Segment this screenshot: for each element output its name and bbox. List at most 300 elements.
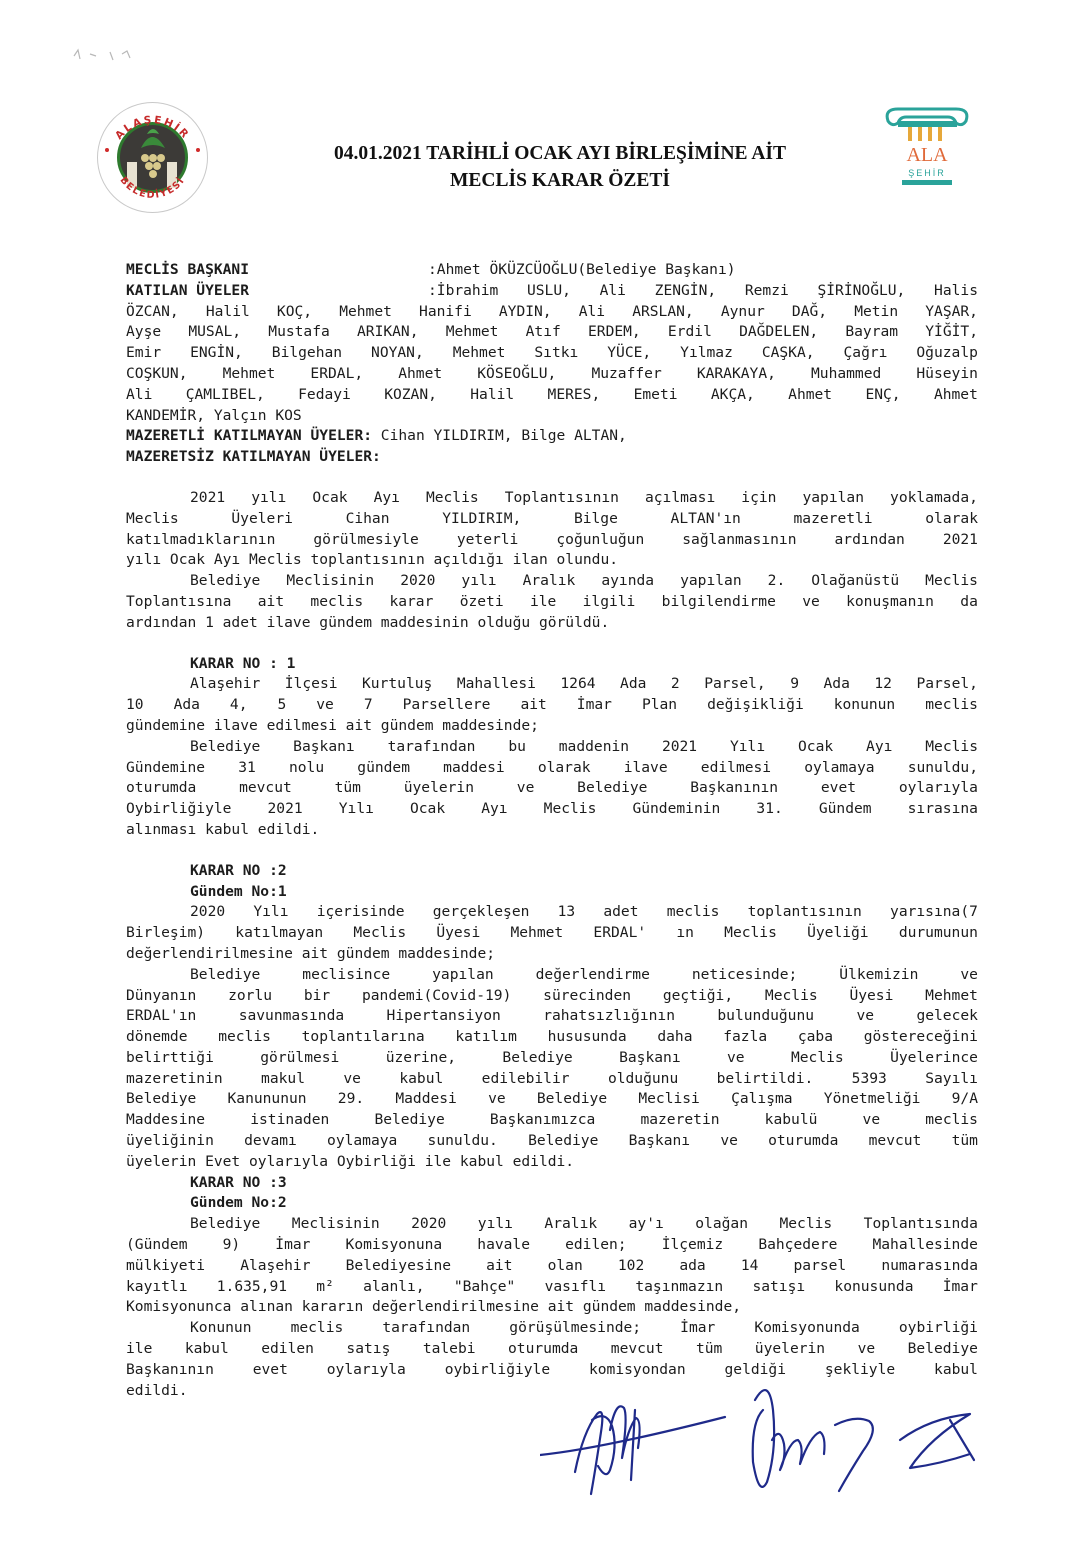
word: Ali	[599, 281, 626, 299]
decision-line	[126, 902, 978, 923]
word: konusunda	[834, 1277, 914, 1295]
word: ve	[488, 1090, 506, 1108]
word: İlçesi	[284, 675, 338, 693]
word: maddenin	[558, 737, 630, 755]
word: değişikliği	[707, 696, 804, 714]
word: Başkanının	[690, 779, 779, 797]
decision-2-body	[126, 902, 978, 1172]
word: Bilgehan	[271, 344, 343, 362]
word: Yılmaz	[680, 344, 733, 362]
word: Halis	[934, 281, 978, 299]
word: istinaden	[250, 1111, 330, 1129]
document-title	[260, 140, 860, 194]
opening-p2-first	[126, 571, 978, 592]
word: neticesinde;	[691, 965, 798, 983]
opening-p1-lines	[126, 488, 978, 550]
word: mevcut	[610, 1340, 664, 1358]
word: makul	[261, 1069, 305, 1087]
word: Konunun	[190, 1319, 252, 1337]
word: kabul	[184, 1340, 229, 1358]
members-list	[126, 302, 978, 406]
word: Başkanının	[126, 1360, 214, 1378]
word: katılmayan	[235, 924, 324, 942]
decision-line	[126, 1131, 978, 1152]
word: 5393	[851, 1069, 887, 1087]
word: Olağanüstü	[811, 572, 900, 590]
word: parsel	[793, 1256, 847, 1274]
word: açılması	[644, 488, 716, 506]
word: İmar	[942, 1277, 978, 1295]
word: AYDIN,	[498, 302, 552, 320]
word: yarısına(7	[890, 903, 978, 921]
members-line	[126, 322, 978, 343]
word: oturumda	[508, 1340, 579, 1358]
word: Emeti	[633, 385, 678, 403]
word: Kanununun	[227, 1090, 307, 1108]
members-first-line	[428, 281, 978, 302]
word: Belediye	[126, 1090, 197, 1108]
word: "Bahçe"	[453, 1277, 516, 1295]
word: edilebilir	[481, 1069, 570, 1087]
word: Üyesi	[849, 986, 894, 1004]
word: ilave	[623, 758, 668, 776]
word: Alaşehir	[240, 1256, 311, 1274]
word: ayında	[601, 572, 655, 590]
word: Yönetmeliği	[823, 1090, 921, 1108]
word: oybirliğiyle	[444, 1360, 551, 1378]
word: Aynur	[720, 302, 765, 320]
word: Üyesi	[436, 924, 481, 942]
word: Mehmet	[925, 986, 978, 1004]
word: ve	[960, 965, 978, 983]
word: Hanifi	[419, 302, 472, 320]
word: Muhammed	[811, 364, 882, 382]
word: Ali	[126, 385, 153, 403]
decision-line	[126, 1214, 978, 1235]
word: 2021	[661, 737, 698, 755]
word: 2020	[190, 903, 226, 921]
decision-line: değerlendirilmesine ait gündem maddesinde;	[126, 944, 496, 962]
word: Ayı	[481, 800, 508, 818]
word: Meclis	[764, 986, 818, 1004]
word: mevcut	[868, 1132, 922, 1150]
word: mazeretinin	[126, 1069, 223, 1087]
word: sunuldu.	[427, 1132, 498, 1150]
excused-value: Cihan YILDIRIM, Bilge ALTAN,	[372, 427, 627, 445]
president-label: MECLİS BAŞKANI	[126, 261, 250, 278]
word: yoklamada,	[890, 488, 978, 506]
word: 29.	[337, 1090, 365, 1108]
word: Başkanı	[293, 737, 355, 755]
word: 10	[126, 696, 144, 714]
word: 5	[277, 696, 287, 714]
members-last-line: KANDEMİR, Yalçın KOS	[126, 406, 302, 424]
word: ile	[529, 592, 557, 610]
word: 2021	[942, 530, 978, 548]
opening-paragraph-2	[126, 571, 978, 633]
decision-line: alınması kabul edildi.	[126, 820, 320, 838]
word: Başkanımızca	[489, 1111, 596, 1129]
word: KOÇ,	[276, 302, 313, 320]
members-row	[126, 281, 978, 302]
word: YİĞİT,	[925, 323, 978, 341]
word: ve	[802, 592, 820, 610]
word: Parsellere	[402, 696, 491, 714]
word: konuşmanın	[846, 592, 934, 610]
word: satışı	[752, 1277, 806, 1295]
word: Komisyonunda	[754, 1319, 860, 1337]
word: Ada	[823, 675, 850, 693]
word: :İbrahim	[428, 281, 499, 299]
word: Halil	[470, 385, 515, 403]
word: Maddesi	[395, 1090, 457, 1108]
word: bir	[303, 986, 331, 1004]
members-line	[126, 364, 978, 385]
word: 4,	[229, 696, 248, 714]
word: YÜCE,	[607, 344, 652, 362]
word: çoğunluğun	[556, 530, 645, 548]
word: Mehmet	[222, 364, 276, 382]
word: alanlı,	[363, 1277, 425, 1295]
word: Yılı	[729, 737, 766, 755]
members-line	[126, 343, 978, 364]
word: ERDEM,	[588, 323, 641, 341]
word: MERES,	[547, 385, 601, 403]
word: Ocak	[798, 737, 834, 755]
opening-p1-line	[126, 509, 978, 530]
word: komisyondan	[588, 1360, 686, 1378]
word: 102	[617, 1256, 645, 1274]
word: Belediye	[190, 737, 261, 755]
word: Aralık	[522, 572, 576, 590]
word: İmar	[275, 1236, 311, 1254]
word: hususunda	[547, 1028, 627, 1046]
word: pandemi(Covid-19)	[361, 986, 512, 1004]
word: 2021	[267, 800, 303, 818]
word: talebi	[422, 1340, 476, 1358]
word: Bilge	[573, 509, 618, 527]
word: COŞKUN,	[126, 364, 188, 382]
word: meclisince	[302, 965, 391, 983]
word: Meclis	[779, 1215, 833, 1233]
word: evet	[820, 779, 857, 797]
word: meclis	[310, 592, 364, 610]
word: ardından	[834, 530, 905, 548]
word: USLU,	[526, 281, 571, 299]
word: numarasında	[881, 1256, 978, 1274]
decision-line	[126, 1256, 978, 1277]
word: geçtiği,	[662, 986, 734, 1004]
word: Kurtuluş	[362, 675, 433, 693]
opening-p1-line	[126, 530, 978, 551]
word: ERDAL'	[593, 924, 647, 942]
word: ENGİN,	[190, 344, 243, 362]
word: ZENGİN,	[654, 281, 717, 299]
decision-line	[126, 799, 978, 820]
word: yapılan	[802, 488, 864, 506]
word: yapılan	[432, 965, 494, 983]
word: KÖSEOĞLU,	[477, 364, 557, 382]
word: gündem	[357, 758, 410, 776]
decision-line	[126, 1027, 978, 1048]
decision-line	[126, 758, 978, 779]
word: olarak	[925, 509, 978, 527]
word: ERDAL,	[310, 364, 364, 382]
opening-p2-last: ardından 1 adet ilave gündem maddesinin olduğu görüldü.	[126, 613, 610, 631]
word: fazla	[723, 1028, 768, 1046]
word: sürecinden	[543, 986, 632, 1004]
word: Ayşe	[126, 323, 162, 341]
word: tarafından	[382, 1319, 471, 1337]
word: Üyeliği	[807, 924, 869, 942]
word: yeterli	[456, 530, 519, 548]
opening-paragraph-1	[126, 488, 978, 571]
title-line-2: MECLİS KARAR ÖZETİ	[450, 170, 670, 191]
word: ve	[857, 1340, 876, 1358]
word: Gündem	[818, 800, 872, 818]
word: mevcut	[239, 779, 292, 797]
word: devamı	[244, 1132, 297, 1150]
word: meclis	[925, 696, 978, 714]
word: Parsel,	[916, 675, 978, 693]
word: Mahallesi	[456, 675, 536, 693]
word: Bahçedere	[758, 1236, 838, 1254]
word: Belediye	[374, 1111, 445, 1129]
word: mülkiyeti	[126, 1256, 206, 1274]
word: Meclis	[353, 924, 407, 942]
document-body	[126, 260, 978, 1401]
word: belirttiği	[126, 1048, 214, 1066]
decision-line	[126, 1069, 978, 1090]
word: oturumda	[126, 779, 197, 797]
word: adet	[603, 903, 639, 921]
word: tüm	[695, 1340, 723, 1358]
word: Meclis	[425, 488, 479, 506]
decision-line: üyelerin Evet oylarıyla Oybirliği ile kabul edildi.	[126, 1152, 575, 1170]
title-line-1: 04.01.2021 TARİHLİ OCAK AYI BİRLEŞİMİNE AİT	[333, 143, 787, 164]
word: üyelerin	[403, 779, 475, 797]
word: gerçekleşen	[432, 903, 530, 921]
decision-line	[126, 695, 978, 716]
word: Remzi	[744, 281, 789, 299]
decision-line	[126, 1006, 978, 1027]
word: tarafından	[387, 737, 476, 755]
word: edilmesi	[700, 758, 772, 776]
word: ada	[679, 1256, 706, 1274]
word: Meclisinin	[286, 572, 375, 590]
word: ve	[862, 1111, 881, 1129]
decision-line	[126, 1360, 978, 1381]
word: Muzaffer	[591, 364, 662, 382]
word: Belediye	[502, 1048, 573, 1066]
word: ARIKAN,	[357, 323, 419, 341]
decision-line	[126, 674, 978, 695]
decision-1-body	[126, 674, 978, 840]
members-label: KATILAN ÜYELER	[126, 281, 250, 299]
word: Meclis	[724, 924, 777, 942]
opening-p1-last: yılı Ocak Ayı Meclis toplantısının açıldığı ilan olundu.	[126, 551, 619, 569]
word: Belediye	[190, 1215, 261, 1233]
word: meclis	[666, 903, 720, 921]
word: ay'ı	[628, 1215, 664, 1233]
word: Maddesine	[126, 1111, 206, 1129]
decision-line	[126, 1235, 978, 1256]
word: konunun	[833, 696, 896, 714]
word: KOZAN,	[384, 385, 437, 403]
opening-p2-lines	[126, 592, 978, 613]
word: Belediye	[577, 779, 648, 797]
word: göstereceğini	[863, 1028, 978, 1046]
word: savunmasında	[238, 1007, 345, 1025]
word: Gündemine	[126, 758, 206, 776]
word: rahatsızlığının	[543, 1007, 675, 1025]
word: yılı	[251, 488, 287, 506]
decision-line	[126, 778, 978, 799]
decision-line	[126, 1318, 978, 1339]
word: zorlu	[228, 986, 273, 1004]
word: edilen;	[565, 1236, 627, 1254]
word: Ahmet	[788, 385, 833, 403]
decision-line: Komisyonunca alınan kararın değerlendirilmesine ait gündem maddesinde,	[126, 1298, 742, 1316]
word: Meclis	[790, 1048, 844, 1066]
word: sağlanmasının	[682, 530, 797, 548]
word: ın	[676, 924, 694, 942]
decision-line	[126, 1339, 978, 1360]
word: ÖZCAN,	[126, 302, 179, 320]
members-line	[126, 385, 978, 406]
word: Oybirliğiyle	[126, 800, 232, 818]
word: karar	[389, 592, 434, 610]
word: 9)	[222, 1236, 241, 1254]
word: Meclisinin	[291, 1215, 380, 1233]
word: Alaşehir	[190, 675, 261, 693]
word: katılmadıklarının	[126, 530, 276, 548]
word: YAŞAR,	[925, 302, 978, 320]
word: Parsel,	[704, 675, 766, 693]
word: Meclisi	[638, 1090, 700, 1108]
word: olduğunu	[607, 1069, 679, 1087]
word: Belediye	[536, 1090, 608, 1108]
word: Dünyanın	[126, 986, 197, 1004]
opening-p2-line	[126, 592, 978, 613]
emblem-text: ALA ŞEHİR	[924, 189, 930, 190]
decision-line: gündemine ilave edilmesi ait gündem maddesinde;	[126, 716, 539, 734]
word: ALTAN'ın	[670, 509, 741, 527]
word: 9/A	[951, 1090, 978, 1108]
word: Komisyonuna	[345, 1236, 443, 1254]
word: Başkanı	[628, 1132, 691, 1150]
word: Sayılı	[925, 1069, 978, 1087]
word: da	[960, 592, 978, 610]
word: Toplantısında	[863, 1215, 978, 1233]
word: Hüseyin	[916, 364, 978, 382]
word: ve	[343, 1069, 361, 1087]
word: katılım	[455, 1028, 517, 1046]
word: bilgilendirme	[661, 592, 776, 610]
word: kabulü	[764, 1111, 818, 1129]
word: Ocak	[409, 800, 446, 818]
word: Ada	[620, 675, 647, 693]
opening-p1-line	[126, 488, 978, 509]
word: şekliyle	[824, 1360, 896, 1378]
word: (Gündem	[126, 1236, 188, 1254]
word: üyeliğinin	[126, 1132, 214, 1150]
president-value: :Ahmet ÖKÜZCÜOĞLU(Belediye Başkanı)	[428, 261, 736, 278]
word: Meclis	[543, 800, 597, 818]
word: Gündeminin	[632, 800, 721, 818]
word: oylamaya	[327, 1132, 398, 1150]
decision-3-agenda: Gündem No:2	[190, 1194, 287, 1212]
word: mazeretli	[793, 509, 873, 527]
word: 7	[363, 696, 373, 714]
word: Belediye	[190, 572, 261, 590]
word: ve	[720, 1132, 738, 1150]
decision-line	[126, 1048, 978, 1069]
word: Yılı	[338, 800, 374, 818]
unexcused-row	[126, 447, 978, 468]
word: Ocak	[312, 488, 348, 506]
word: 1264	[560, 675, 596, 693]
word: Çalışma	[731, 1090, 793, 1108]
word: edilen	[261, 1340, 314, 1358]
svg-text:ŞEHİR: ŞEHİR	[908, 168, 946, 178]
word: 13	[557, 903, 576, 921]
word: nolu	[288, 758, 325, 776]
word: Emir	[126, 344, 162, 362]
word: Üyeleri	[231, 509, 293, 527]
word: Mehmet	[445, 323, 499, 341]
word: 2	[670, 675, 680, 693]
word: oylamaya	[804, 758, 875, 776]
unexcused-label: MAZERETSİZ KATILMAYAN ÜYELER:	[126, 448, 381, 466]
signatures	[540, 1380, 1000, 1510]
word: Cihan	[345, 509, 390, 527]
word: sırasına	[907, 800, 978, 818]
word: olarak	[537, 758, 591, 776]
word: 12	[874, 675, 892, 693]
decision-line	[126, 737, 978, 758]
word: daha	[657, 1028, 693, 1046]
decision-line	[126, 986, 978, 1007]
word: Erdil	[667, 323, 712, 341]
word: için	[741, 488, 777, 506]
word: belirtildi.	[716, 1069, 814, 1087]
word: oturumda	[768, 1132, 839, 1150]
word: Başkanı	[619, 1048, 681, 1066]
word: 14	[740, 1256, 759, 1274]
word: Mehmet	[452, 344, 506, 362]
logo-text-bottom: BELEDİYESİ	[117, 174, 188, 201]
decision-line	[126, 923, 978, 944]
word: üzerine,	[385, 1048, 457, 1066]
word: Mehmet	[339, 302, 392, 320]
word: ile	[126, 1340, 153, 1358]
word: Yılı	[253, 903, 289, 921]
word: ait	[520, 696, 547, 714]
word: mazeretin	[640, 1111, 720, 1129]
decision-line	[126, 965, 978, 986]
word: ARSLAN,	[632, 302, 694, 320]
word: 2021	[190, 488, 226, 506]
word: İmar	[576, 696, 612, 714]
decision-line	[126, 1089, 978, 1110]
word: NOYAN,	[371, 344, 424, 362]
word: Çağrı	[843, 344, 888, 362]
alasehir-city-emblem	[880, 105, 975, 190]
word: kayıtlı	[126, 1277, 188, 1295]
word: Aralık	[544, 1215, 598, 1233]
word: Meclis	[925, 737, 978, 755]
